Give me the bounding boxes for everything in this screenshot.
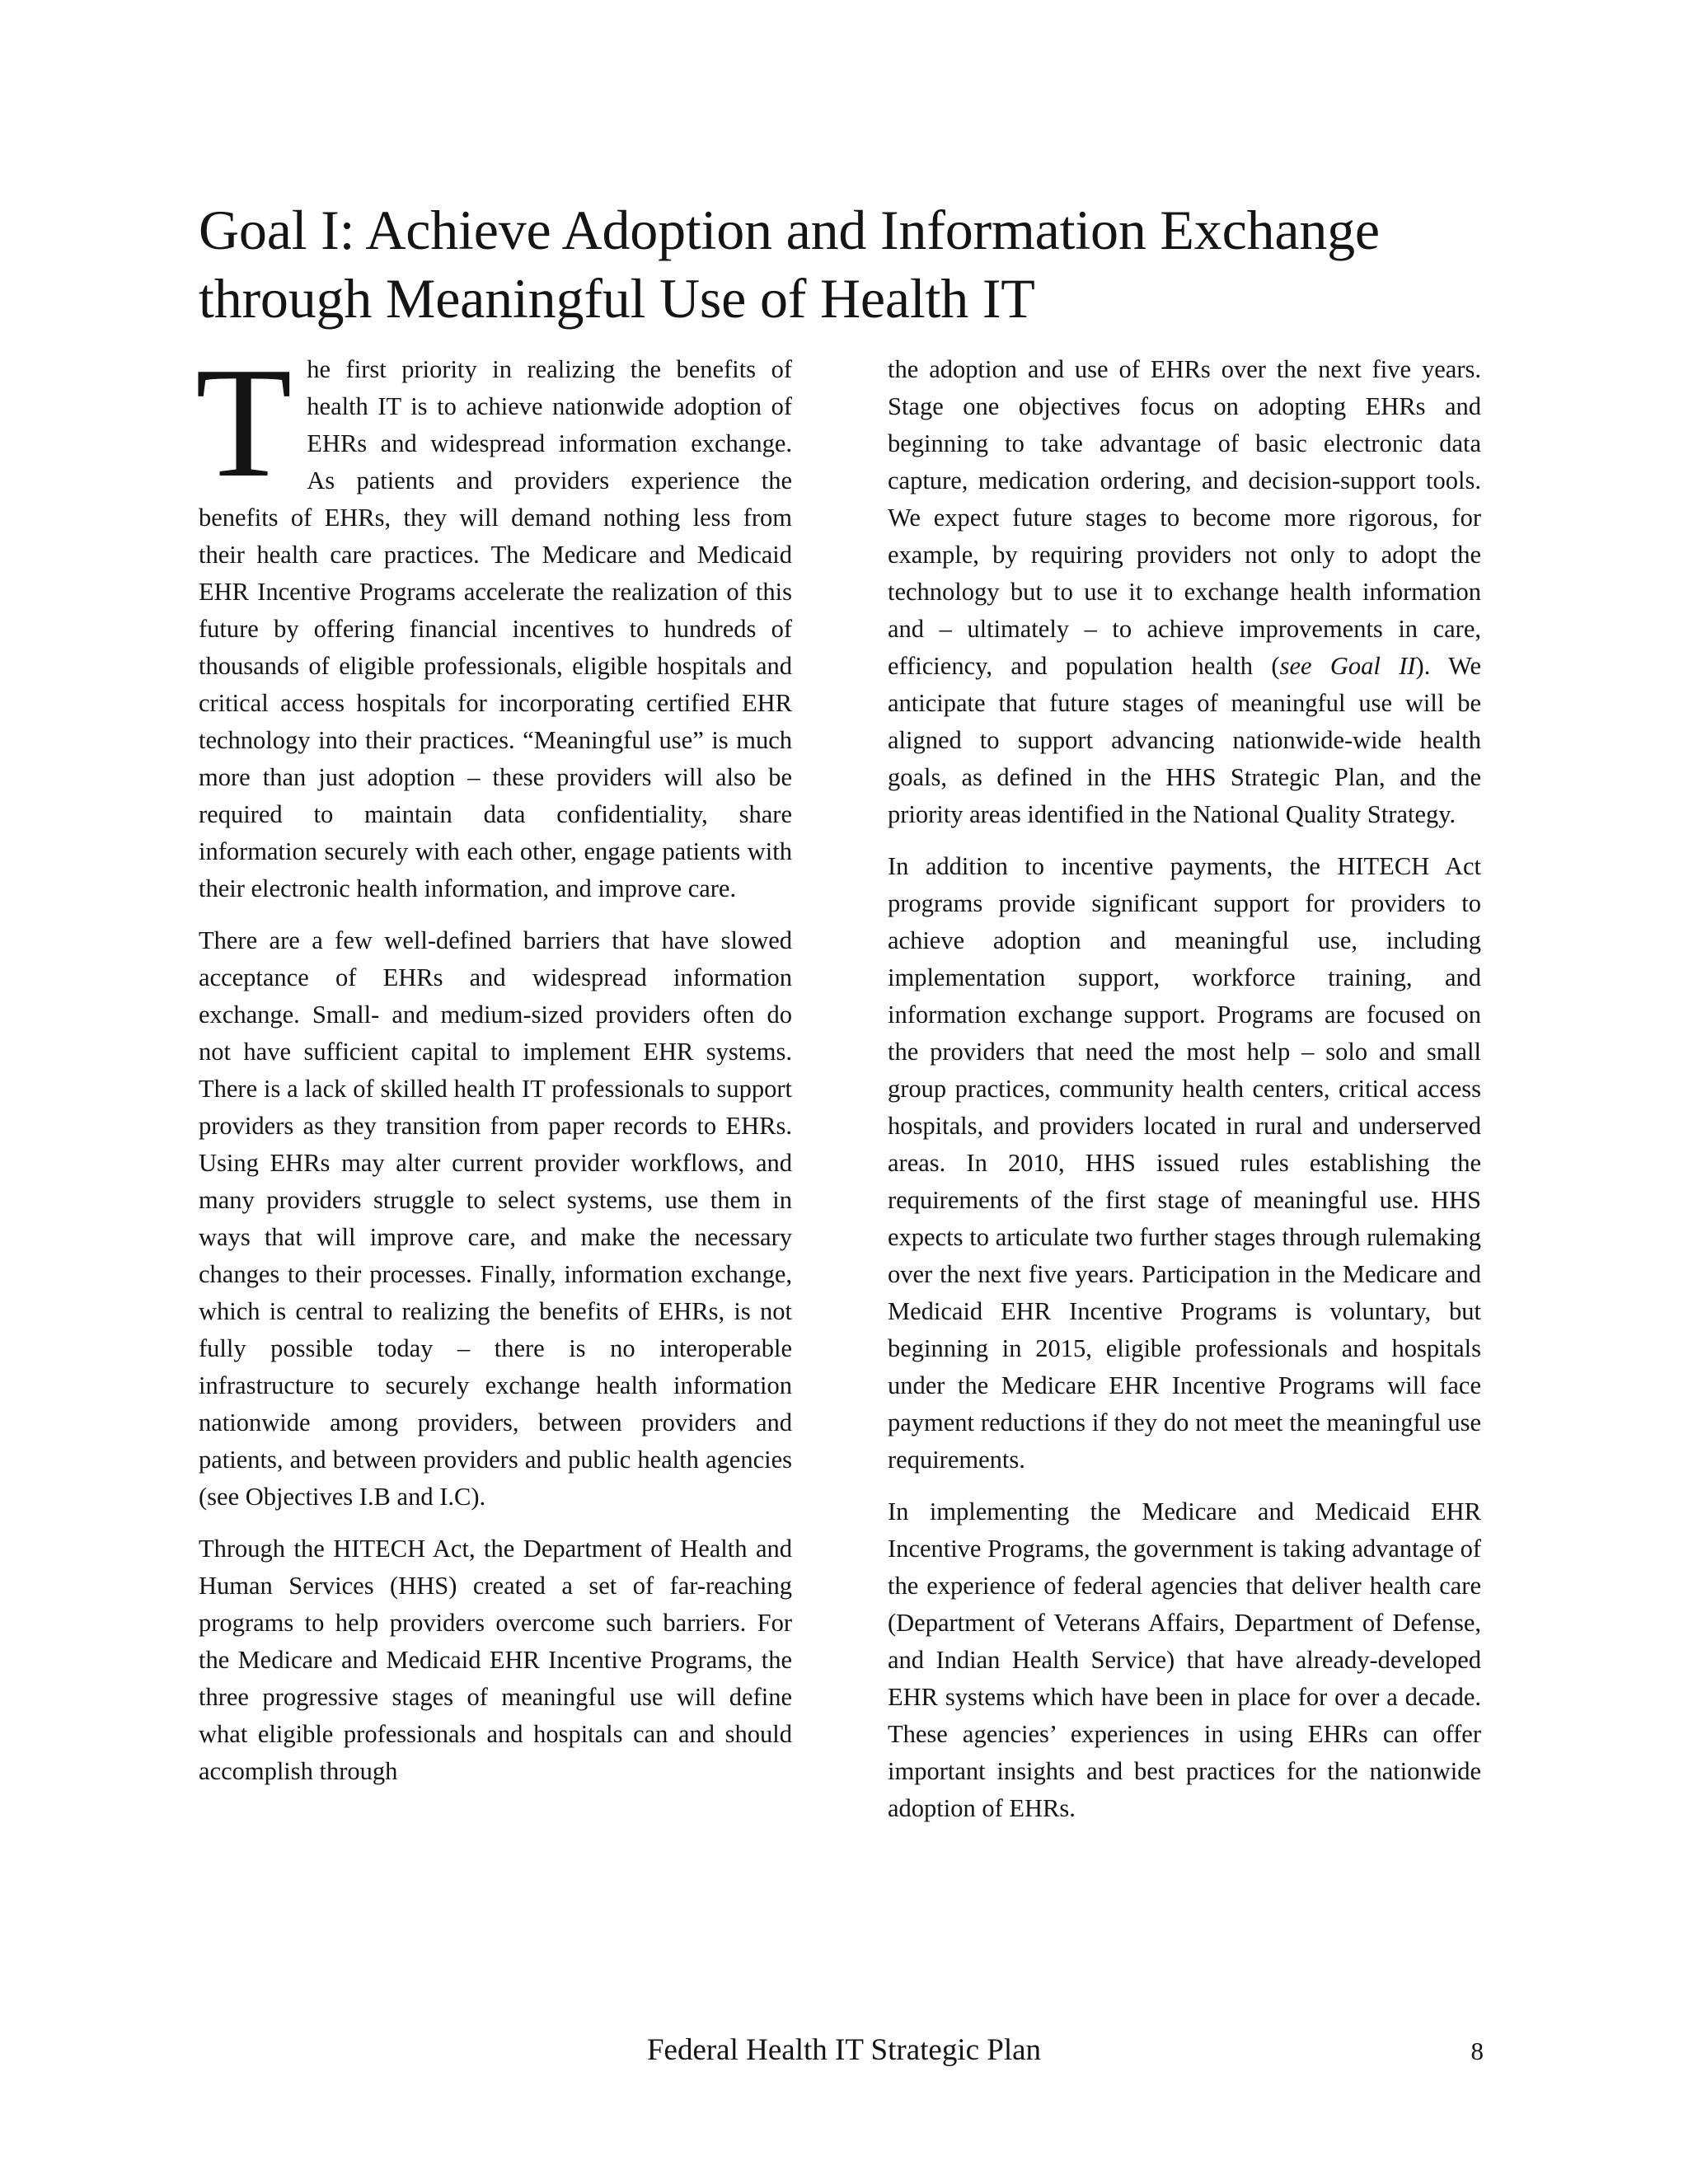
drop-cap: T bbox=[195, 335, 293, 510]
intro-paragraph-text: he first priority in realizing the benefits of health IT is to achieve nationwide adoption of EHRs and widespread information exchange. As patients and providers experience the benefits of EHRs, they will demand nothing less from their health care practices. The Medicare and Medicaid EHR Incentive Programs accelerate the realization of this future by offering financial incentives to hundreds of thousands of eligible professionals, eligible hospitals and critical access hospitals for incorporating certified EHR technology into their practices. “Meaningful use” is much more than just adoption – these providers will also be required to maintain data confidentiality, share information securely with each other, engage patients with their electronic health information, and improve care. bbox=[199, 355, 792, 902]
page-title-line-1: Goal I: Achieve Adoption and Information Exchange bbox=[199, 199, 1380, 261]
goal-ii-reference: see Goal II bbox=[1279, 652, 1416, 680]
stages-paragraph-text-1: the adoption and use of EHRs over the next five years. Stage one objectives focus on adopting EHRs and beginning to take advantage of basic electronic data capture, medication ordering, and decision-support tools. We expect future stages to become more rigorous, for example, by requiring providers not only to adopt the technology but to use it to exchange health information and – ultimately – to achieve improvements in care, efficiency, and population health ( bbox=[888, 355, 1481, 680]
federal-agencies-paragraph: In implementing the Medicare and Medicaid EHR Incentive Programs, the government is taking advantage of the experience of federal agencies that deliver health care (Department of Veterans Affairs, Department of Defense, and Indian Health Service) that have already-developed EHR systems which have been in place for over a decade. These agencies’ experiences in using EHRs can offer important insights and best practices for the nationwide adoption of EHRs. bbox=[888, 1497, 1481, 1822]
incentive-paragraph: In addition to incentive payments, the HITECH Act programs provide significant support for providers to achieve adoption and meaningful use, including implementation support, workforce training, and information exchange support. Programs are focused on the providers that need the most help – solo and small group practices, community health centers, critical access hospitals, and providers located in rural and underserved areas. In 2010, HHS issued rules establishing the requirements of the first stage of meaningful use. HHS expects to articulate two further stages through rulemaking over the next five years. Participation in the Medicare and Medicaid EHR Incentive Programs is voluntary, but beginning in 2015, eligible professionals and hospitals under the Medicare EHR Incentive Programs will face payment reductions if they do not meet the meaningful use requirements. bbox=[888, 852, 1481, 1474]
barriers-paragraph: There are a few well-defined barriers that have slowed acceptance of EHRs and widespread information exchange. Small- and medium-sized providers often do not have sufficient capital to implement EHR systems. There is a lack of skilled health IT professionals to support providers as they transition from paper records to EHRs. Using EHRs may alter current provider workflows, and many providers struggle to select systems, use them in ways that will improve care, and make the necessary changes to their processes. Finally, information exchange, which is central to realizing the benefits of EHRs, is not fully possible today – there is no interoperable infrastructure to securely exchange health information nationwide among providers, between providers and patients, and between providers and public health agencies (see Objectives I.B and I.C). bbox=[199, 926, 792, 1511]
intro-paragraph bbox=[195, 335, 792, 907]
right-column bbox=[888, 351, 1481, 1842]
stages-paragraph bbox=[888, 351, 1481, 833]
page-title bbox=[199, 196, 1517, 333]
footer-title: Federal Health IT Strategic Plan bbox=[646, 2033, 1042, 2067]
hitech-paragraph: Through the HITECH Act, the Department of Health and Human Services (HHS) created a set of far-reaching programs to help providers overcome such barriers. For the Medicare and Medicaid EHR Incentive Programs, the three progressive stages of meaningful use will define what eligible professionals and hospitals can and should accomplish through bbox=[199, 1535, 792, 1785]
page-title-line-2: through Meaningful Use of Health IT bbox=[199, 267, 1035, 330]
left-column bbox=[195, 335, 792, 1805]
page-number: 8 bbox=[1470, 2036, 1484, 2065]
stages-paragraph-text-2: ). We anticipate that future stages of meaningful use will be aligned to support advancing nationwide-wide health goals, as defined in the HHS Strategic Plan, and the priority areas identified in the National Quality Strategy. bbox=[888, 652, 1481, 828]
